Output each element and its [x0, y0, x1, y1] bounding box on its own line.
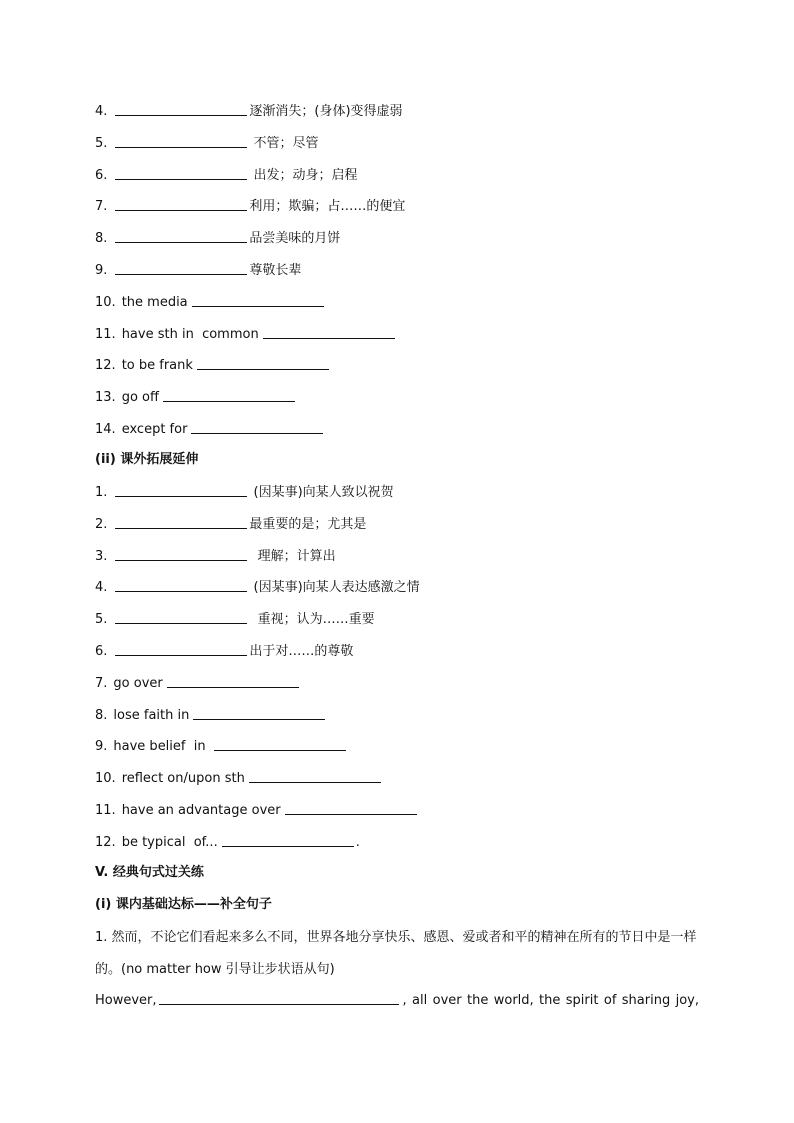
vocab-item [95, 705, 327, 726]
answer-blank[interactable] [249, 769, 381, 783]
answer-blank[interactable] [115, 610, 247, 624]
item-chinese-meaning: 最重要的是；尤其是 [249, 516, 367, 532]
vocab-item [95, 387, 297, 408]
answer-blank[interactable] [115, 229, 247, 243]
vocab-item [95, 546, 336, 567]
item-number: 10. [95, 771, 116, 787]
item-english-phrase: go off [121, 390, 159, 406]
item-number: 2. [95, 516, 108, 532]
answer-blank[interactable] [197, 356, 329, 370]
item-number: 5. [95, 612, 108, 628]
vocab-item [95, 514, 366, 535]
item-number: 8. [95, 231, 108, 247]
answer-blank[interactable] [222, 833, 354, 847]
answer-blank[interactable] [115, 515, 247, 529]
item-chinese-meaning: 尊敬长辈 [249, 263, 302, 278]
item-chinese-meaning: 品尝美味的月饼 [249, 231, 341, 247]
answer-blank[interactable] [193, 706, 325, 720]
item-english-phrase: except for [121, 422, 188, 437]
item-chinese-meaning: (因某事)向某人致以祝贺 [249, 485, 394, 500]
vocab-item [95, 641, 353, 662]
item-number: 9. [95, 739, 108, 755]
answer-blank[interactable] [214, 737, 346, 751]
question-1 [95, 922, 699, 986]
vocab-item [95, 832, 360, 853]
question-text: 然而，不论它们看起来多么不同，世界各地分享快乐、感恩、爱或者和平的精神在所有的节日中是一样的。(no matter how 引导让步状语从句) [95, 930, 697, 977]
item-number: 10. [95, 294, 116, 310]
section-v-i-heading: (i) 课内基础达标——补全句子 [95, 897, 272, 912]
answer-blank[interactable] [115, 102, 247, 116]
answer-blank[interactable] [115, 642, 247, 656]
vocab-item [95, 736, 348, 757]
section-v-heading: V. 经典句式过关练 [95, 865, 204, 880]
answer-blank[interactable] [163, 388, 295, 402]
item-english-phrase: reflect on/upon sth [121, 771, 245, 787]
item-english-phrase: have sth in common [121, 326, 259, 342]
vocab-item [95, 768, 383, 789]
item-number: 14. [95, 422, 116, 437]
item-chinese-meaning: 理解；计算出 [249, 548, 336, 564]
answer-start: However, [95, 993, 157, 1008]
answer-blank[interactable] [263, 325, 395, 339]
answer-blank[interactable] [159, 991, 399, 1005]
vocab-item [95, 196, 405, 217]
vocab-item [95, 577, 420, 598]
vocab-item [95, 673, 301, 694]
answer-blank[interactable] [115, 483, 247, 497]
vocab-item [95, 324, 397, 345]
item-number: 6. [95, 167, 108, 183]
vocab-item [95, 292, 326, 313]
item-chinese-meaning: 出于对……的尊敬 [249, 644, 354, 659]
item-english-phrase: be typical of... [121, 834, 218, 850]
item-chinese-meaning: (因某事)向某人表达感激之情 [249, 580, 420, 596]
vocab-item [95, 482, 394, 503]
vocab-item [95, 228, 340, 249]
item-number: 13. [95, 390, 116, 406]
vocab-item [95, 609, 375, 630]
answer-blank[interactable] [192, 293, 324, 307]
answer-tail: , all over the world, the spirit of sharing joy, [402, 993, 699, 1008]
item-number: 11. [95, 326, 116, 342]
vocab-item [95, 133, 319, 154]
answer-blank[interactable] [115, 578, 247, 592]
item-number: 6. [95, 644, 108, 659]
item-chinese-meaning: . [355, 834, 360, 850]
item-number: 3. [95, 548, 108, 564]
vocab-item [95, 355, 331, 376]
item-number: 8. [95, 707, 108, 723]
item-number: 1. [95, 485, 108, 500]
question-1-answer-line [95, 990, 699, 1011]
item-number: 5. [95, 135, 108, 151]
vocab-item [95, 419, 325, 440]
item-chinese-meaning: 出发；动身；启程 [249, 167, 358, 183]
answer-blank[interactable] [115, 197, 247, 211]
answer-blank[interactable] [115, 166, 247, 180]
item-chinese-meaning: 重视；认为……重要 [249, 612, 375, 628]
item-number: 7. [95, 675, 108, 691]
item-number: 9. [95, 263, 108, 278]
question-number: 1. [95, 930, 108, 945]
answer-blank[interactable] [191, 420, 323, 434]
vocab-item [95, 165, 358, 186]
item-number: 7. [95, 199, 108, 215]
section-ii-heading: (ii) 课外拓展延伸 [95, 452, 199, 467]
item-english-phrase: have belief in [113, 739, 210, 755]
item-chinese-meaning: 不管；尽管 [249, 135, 319, 151]
item-number: 4. [95, 580, 108, 596]
item-english-phrase: lose faith in [113, 707, 190, 723]
item-english-phrase: to be frank [121, 358, 193, 374]
item-english-phrase: go over [113, 675, 163, 691]
item-number: 4. [95, 104, 108, 119]
vocab-item [95, 260, 301, 281]
item-english-phrase: the media [121, 294, 188, 310]
vocab-item [95, 101, 403, 122]
item-english-phrase: have an advantage over [121, 803, 281, 818]
item-number: 12. [95, 834, 116, 850]
answer-blank[interactable] [167, 674, 299, 688]
answer-blank[interactable] [285, 801, 417, 815]
item-chinese-meaning: 逐渐消失；(身体)变得虚弱 [249, 104, 403, 119]
item-number: 12. [95, 358, 116, 374]
item-chinese-meaning: 利用；欺骗；占……的便宜 [249, 199, 406, 215]
answer-blank[interactable] [115, 261, 247, 275]
item-number: 11. [95, 803, 116, 818]
vocab-item [95, 800, 419, 821]
answer-blank[interactable] [115, 134, 247, 148]
answer-blank[interactable] [115, 547, 247, 561]
